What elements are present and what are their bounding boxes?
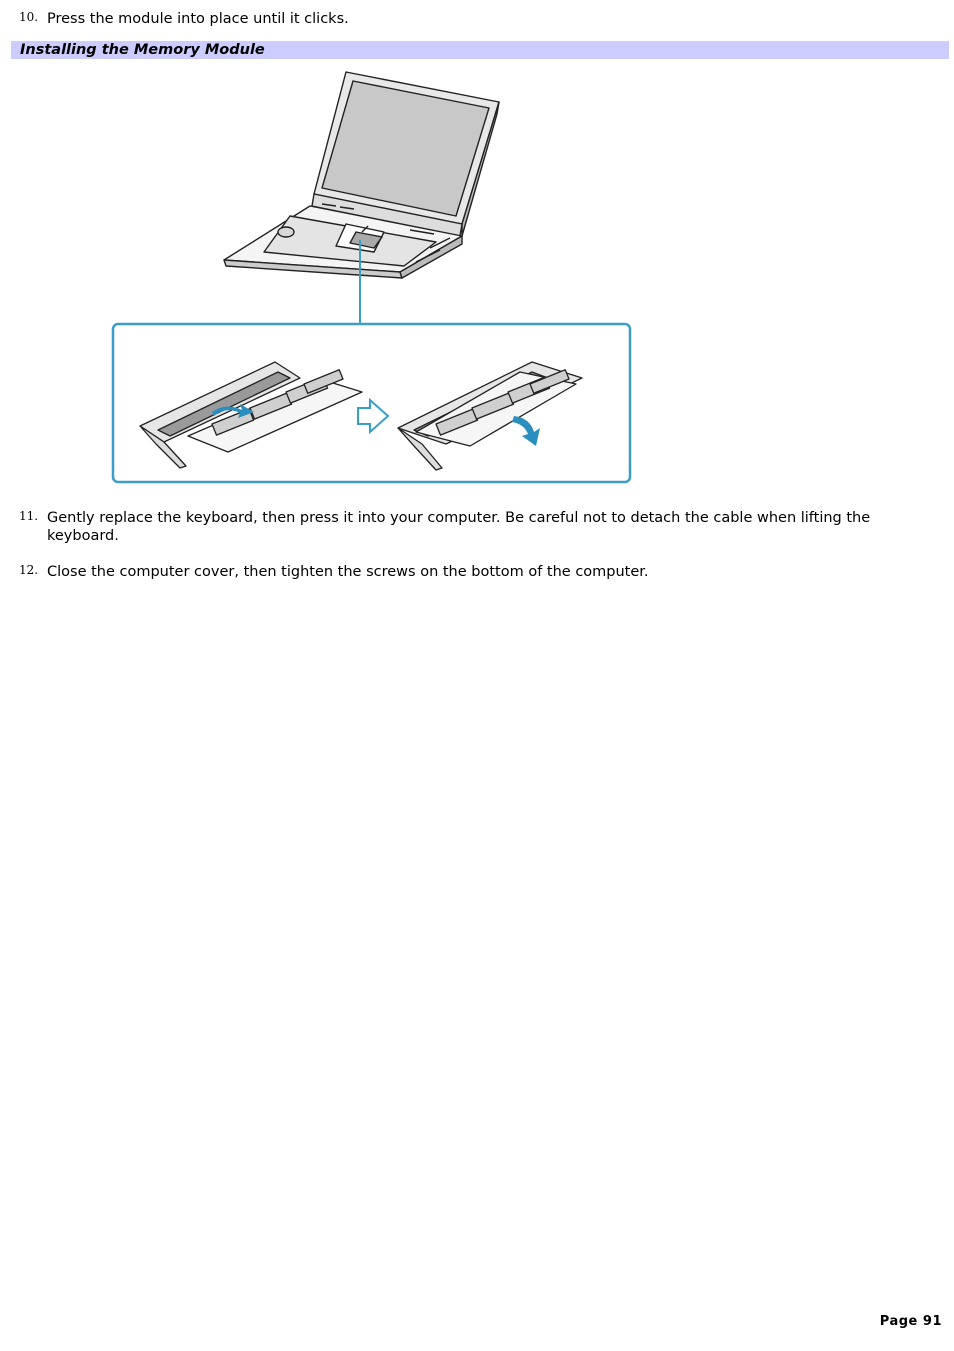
- step-number: 11.: [19, 509, 39, 523]
- laptop-illustration: [224, 72, 499, 278]
- step-text: Close the computer cover, then tighten the screws on the bottom of the computer.: [47, 564, 649, 580]
- step-text: Gently replace the keyboard, then press it into your computer. Be careful not to detach the cable when lifting the keyboard.: [47, 510, 871, 544]
- section-title: Installing the Memory Module: [20, 42, 265, 58]
- step-number: 12.: [19, 563, 39, 577]
- memory-module-illustration: [100, 66, 640, 488]
- step-text: Press the module into place until it clicks.: [47, 11, 349, 27]
- section-header: [11, 41, 949, 59]
- step-number: 10.: [19, 10, 39, 24]
- page-number: Page 91: [879, 1314, 942, 1329]
